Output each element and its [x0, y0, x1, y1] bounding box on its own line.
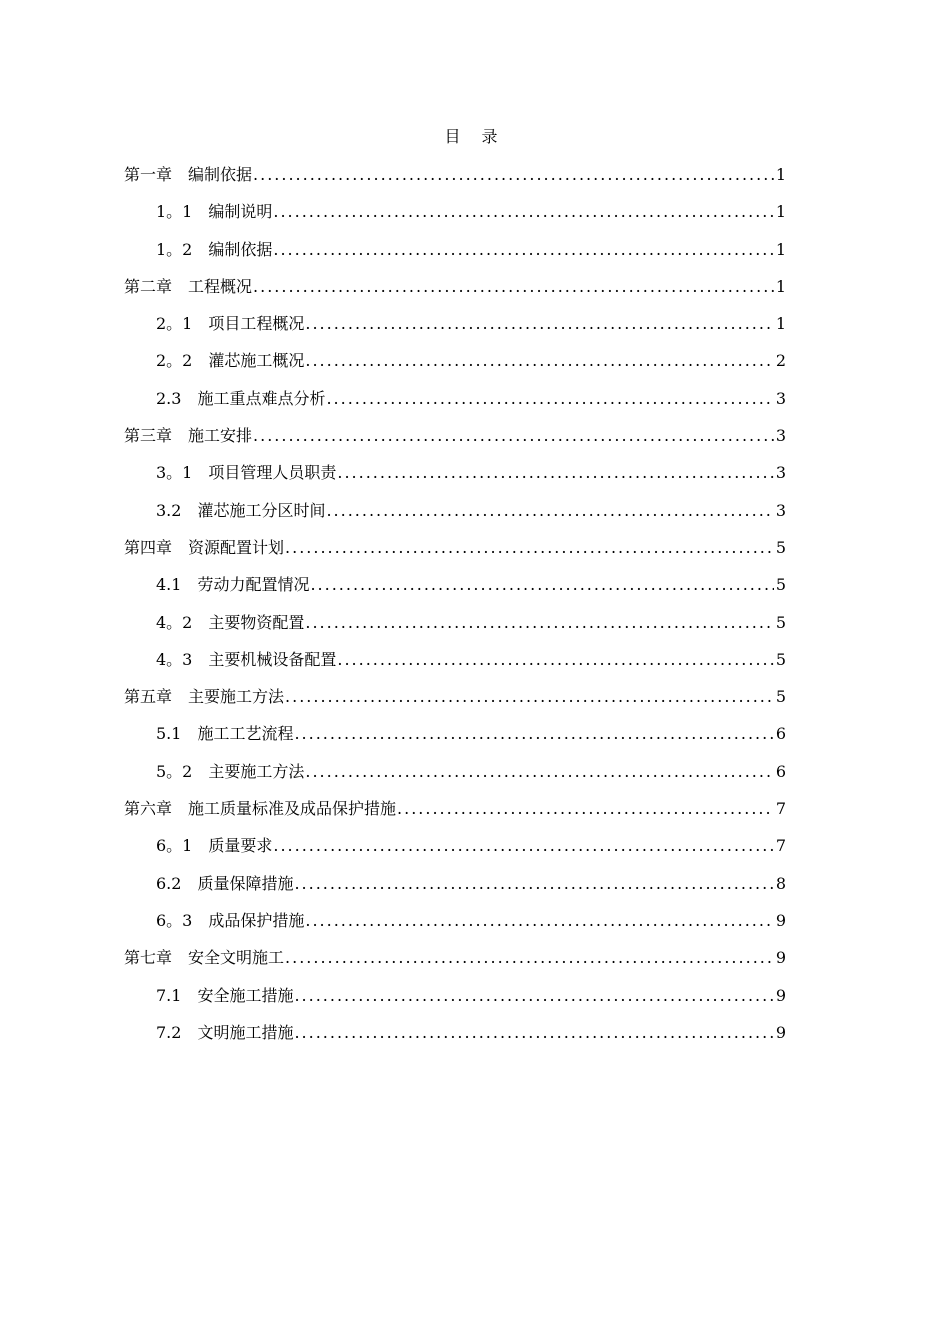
- toc-leader-dots: [336, 648, 773, 672]
- toc-leader-dots: [304, 760, 773, 784]
- toc-entry-text: 2。1 项目工程概况: [156, 314, 305, 334]
- toc-leader-dots: [252, 163, 774, 187]
- toc-leader-dots: [304, 312, 773, 336]
- toc-entry-text: 第三章 施工安排: [124, 426, 253, 446]
- toc-entry[interactable]: [124, 573, 786, 610]
- toc-page-number: 9: [775, 1022, 786, 1042]
- toc-entry-text: 4。3 主要机械设备配置: [156, 649, 337, 669]
- toc-page-number: 1: [775, 314, 786, 334]
- toc-entry[interactable]: [124, 685, 786, 722]
- toc-page-number: 7: [775, 836, 786, 856]
- toc-entry[interactable]: [124, 984, 786, 1021]
- toc-page-number: 9: [775, 910, 786, 930]
- toc-leader-dots: [272, 238, 773, 262]
- toc-page-number: 3: [775, 463, 786, 483]
- toc-leader-dots: [396, 797, 774, 821]
- toc-page-number: 5: [775, 687, 786, 707]
- toc-leader-dots: [325, 387, 773, 411]
- toc-page-number: 6: [775, 724, 786, 744]
- toc-page-number: 3: [775, 500, 786, 520]
- toc-entry[interactable]: [124, 648, 786, 685]
- toc-entry-text: 6。3 成品保护措施: [156, 910, 305, 930]
- toc-page-number: 9: [775, 948, 786, 968]
- toc-page-number: 5: [775, 649, 786, 669]
- toc-leader-dots: [304, 349, 773, 373]
- toc-leader-dots: [336, 461, 773, 485]
- toc-leader-dots: [304, 611, 773, 635]
- toc-entry[interactable]: [124, 275, 786, 312]
- toc-leader-dots: [252, 275, 774, 299]
- toc-leader-dots: [293, 1021, 773, 1045]
- toc-entry-text: 7.2 文明施工措施: [156, 1022, 294, 1042]
- toc-page-number: 7: [775, 799, 786, 819]
- toc-entry-text: 2.3 施工重点难点分析: [156, 388, 326, 408]
- toc-entry[interactable]: [124, 349, 786, 386]
- toc-entry[interactable]: [124, 536, 786, 573]
- toc-entry-text: 3。1 项目管理人员职责: [156, 463, 337, 483]
- toc-leader-dots: [272, 200, 773, 224]
- toc-entry[interactable]: [124, 499, 786, 536]
- toc-page-number: 1: [775, 202, 786, 222]
- toc-page-number: 5: [775, 612, 786, 632]
- toc-entry-text: 2。2 灌芯施工概况: [156, 351, 305, 371]
- toc-entry-text: 1。1 编制说明: [156, 202, 273, 222]
- toc-page-number: 6: [775, 761, 786, 781]
- toc-entry-text: 7.1 安全施工措施: [156, 985, 294, 1005]
- toc-entry-text: 6.2 质量保障措施: [156, 873, 294, 893]
- toc-entry-text: 4.1 劳动力配置情况: [156, 575, 310, 595]
- toc-entry[interactable]: [124, 722, 786, 759]
- toc-leader-dots: [293, 872, 773, 896]
- toc-leader-dots: [304, 909, 773, 933]
- toc-page-number: 1: [775, 165, 786, 184]
- toc-entry-text: 6。1 质量要求: [156, 836, 273, 856]
- toc-entry-text: 第一章 编制依据: [124, 165, 253, 184]
- toc-entry-text: 第七章 安全文明施工: [124, 948, 285, 968]
- toc-entry[interactable]: [124, 946, 786, 983]
- toc-entry[interactable]: [124, 611, 786, 648]
- toc-leader-dots: [284, 536, 774, 560]
- toc-entry[interactable]: [124, 312, 786, 349]
- toc-entry[interactable]: [124, 461, 786, 498]
- toc-entry-text: 1。2 编制依据: [156, 239, 273, 259]
- toc-entry-text: 5。2 主要施工方法: [156, 761, 305, 781]
- toc-page-number: 8: [775, 873, 786, 893]
- toc-entry[interactable]: [124, 872, 786, 909]
- toc-entry-text: 3.2 灌芯施工分区时间: [156, 500, 326, 520]
- toc-page-number: 1: [775, 276, 786, 296]
- toc-page-number: 1: [775, 239, 786, 259]
- toc-leader-dots: [272, 834, 773, 858]
- toc-entry-text: 第四章 资源配置计划: [124, 537, 285, 557]
- toc-entry-text: 第二章 工程概况: [124, 276, 253, 296]
- toc-page-number: 9: [775, 985, 786, 1005]
- toc-entry-text: 第六章 施工质量标准及成品保护措施: [124, 799, 397, 819]
- toc-page-number: 2: [775, 351, 786, 371]
- toc-entry-text: 第五章 主要施工方法: [124, 687, 285, 707]
- toc-page-number: 5: [775, 575, 786, 595]
- toc-entry-text: 5.1 施工工艺流程: [156, 724, 294, 744]
- toc-page-number: 3: [775, 388, 786, 408]
- toc-entry[interactable]: [124, 797, 786, 834]
- toc-page-number: 3: [775, 426, 786, 446]
- toc-leader-dots: [284, 685, 774, 709]
- toc-entry[interactable]: [124, 200, 786, 237]
- toc-leader-dots: [293, 722, 773, 746]
- toc-entry[interactable]: [124, 387, 786, 424]
- toc-page-number: 5: [775, 537, 786, 557]
- toc-entry[interactable]: [124, 424, 786, 461]
- toc-entry[interactable]: [124, 909, 786, 946]
- toc-entry[interactable]: [124, 834, 786, 871]
- toc-leader-dots: [325, 499, 773, 523]
- toc-entry[interactable]: [124, 238, 786, 275]
- toc-leader-dots: [284, 946, 774, 970]
- toc-entry-text: 4。2 主要物资配置: [156, 612, 305, 632]
- table-of-contents: [124, 163, 786, 1058]
- toc-entry[interactable]: [124, 1021, 786, 1058]
- toc-entry[interactable]: [124, 760, 786, 797]
- page-title: 目 录: [444, 127, 506, 146]
- toc-entry[interactable]: [124, 163, 786, 200]
- toc-leader-dots: [252, 424, 774, 448]
- toc-leader-dots: [309, 573, 773, 597]
- toc-leader-dots: [293, 984, 773, 1008]
